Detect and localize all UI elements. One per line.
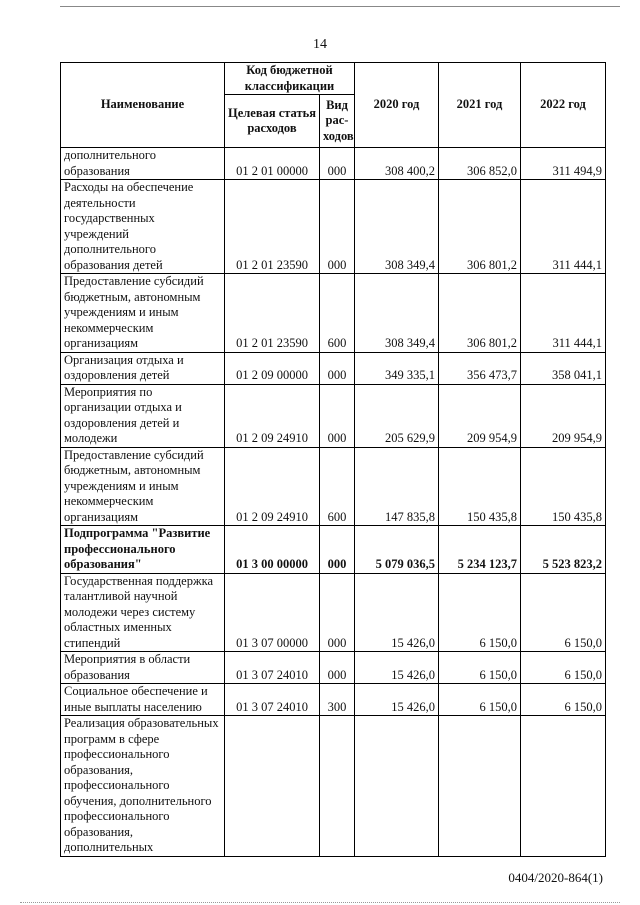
budget-table bbox=[60, 62, 606, 857]
cell-name: Мероприятия в области образования bbox=[61, 652, 225, 684]
cell-y2021: 6 150,0 bbox=[439, 573, 521, 652]
cell-y2021: 306 801,2 bbox=[439, 180, 521, 274]
cell-y2020: 5 079 036,5 bbox=[355, 526, 439, 574]
cell-y2021: 356 473,7 bbox=[439, 352, 521, 384]
cell-name: Предоставление субсидий бюджетным, автономным учреждениям и иным некоммерческим организациям bbox=[61, 274, 225, 353]
cell-y2020: 308 349,4 bbox=[355, 274, 439, 353]
cell-code: 01 2 09 24910 bbox=[225, 384, 320, 447]
cell-y2021: 5 234 123,7 bbox=[439, 526, 521, 574]
cell-y2020: 308 400,2 bbox=[355, 148, 439, 180]
cell-kind: 000 bbox=[320, 180, 355, 274]
cell-code: 01 2 09 00000 bbox=[225, 352, 320, 384]
cell-y2022: 358 041,1 bbox=[521, 352, 606, 384]
cell-code: 01 3 07 00000 bbox=[225, 573, 320, 652]
cell-y2020: 205 629,9 bbox=[355, 384, 439, 447]
table-row bbox=[61, 384, 606, 447]
cell-code: 01 2 01 00000 bbox=[225, 148, 320, 180]
cell-y2021 bbox=[439, 716, 521, 857]
cell-y2020: 308 349,4 bbox=[355, 180, 439, 274]
cell-code: 01 3 07 24010 bbox=[225, 684, 320, 716]
header-2021: 2021 год bbox=[439, 63, 521, 148]
cell-y2022: 5 523 823,2 bbox=[521, 526, 606, 574]
top-rule bbox=[60, 6, 620, 7]
page-number: 14 bbox=[313, 37, 327, 52]
cell-y2022 bbox=[521, 716, 606, 857]
cell-code bbox=[225, 716, 320, 857]
cell-kind bbox=[320, 716, 355, 857]
table-row bbox=[61, 447, 606, 526]
document-code: 0404/2020-864(1) bbox=[508, 870, 603, 885]
cell-kind: 600 bbox=[320, 274, 355, 353]
bottom-rule bbox=[20, 902, 620, 903]
cell-kind: 000 bbox=[320, 352, 355, 384]
cell-name: Мероприятия по организации отдыха и оздоровления детей и молодежи bbox=[61, 384, 225, 447]
cell-code: 01 2 01 23590 bbox=[225, 180, 320, 274]
cell-y2021: 6 150,0 bbox=[439, 652, 521, 684]
header-kind: Вид рас-ходов bbox=[320, 95, 355, 148]
cell-y2022: 6 150,0 bbox=[521, 652, 606, 684]
cell-y2022: 311 444,1 bbox=[521, 180, 606, 274]
cell-y2022: 209 954,9 bbox=[521, 384, 606, 447]
table-row bbox=[61, 652, 606, 684]
cell-kind: 000 bbox=[320, 652, 355, 684]
cell-kind: 000 bbox=[320, 573, 355, 652]
cell-code: 01 3 00 00000 bbox=[225, 526, 320, 574]
table-body bbox=[61, 148, 606, 857]
cell-y2022: 311 444,1 bbox=[521, 274, 606, 353]
table-row bbox=[61, 526, 606, 574]
cell-kind: 000 bbox=[320, 384, 355, 447]
cell-code: 01 2 01 23590 bbox=[225, 274, 320, 353]
cell-y2022: 311 494,9 bbox=[521, 148, 606, 180]
table-row bbox=[61, 716, 606, 857]
cell-y2022: 6 150,0 bbox=[521, 573, 606, 652]
cell-name: Предоставление субсидий бюджетным, автономным учреждениям и иным некоммерческим организациям bbox=[61, 447, 225, 526]
cell-kind: 600 bbox=[320, 447, 355, 526]
cell-name: Реализация образовательных программ в сфере профессионального образования, профессионального обучения, дополнительного профессионального образования, дополнительных bbox=[61, 716, 225, 857]
cell-y2022: 6 150,0 bbox=[521, 684, 606, 716]
cell-y2020: 15 426,0 bbox=[355, 684, 439, 716]
cell-y2021: 306 801,2 bbox=[439, 274, 521, 353]
cell-name: Подпрограмма "Развитие профессионального образования" bbox=[61, 526, 225, 574]
header-code-group: Код бюджетной классификации bbox=[225, 63, 355, 95]
table-row bbox=[61, 573, 606, 652]
table-row bbox=[61, 148, 606, 180]
cell-code: 01 2 09 24910 bbox=[225, 447, 320, 526]
cell-name: Государственная поддержка талантливой научной молодежи через систему областных именных стипендий bbox=[61, 573, 225, 652]
table-row bbox=[61, 274, 606, 353]
header-2020: 2020 год bbox=[355, 63, 439, 148]
table-row bbox=[61, 352, 606, 384]
cell-name: Расходы на обеспечение деятельности государственных учреждений дополнительного образования детей bbox=[61, 180, 225, 274]
cell-y2020: 147 835,8 bbox=[355, 447, 439, 526]
cell-kind: 000 bbox=[320, 526, 355, 574]
table-row bbox=[61, 684, 606, 716]
cell-name: Организация отдыха и оздоровления детей bbox=[61, 352, 225, 384]
table-row bbox=[61, 180, 606, 274]
header-2022: 2022 год bbox=[521, 63, 606, 148]
cell-name: дополнительного образования bbox=[61, 148, 225, 180]
cell-y2020: 15 426,0 bbox=[355, 652, 439, 684]
cell-y2020 bbox=[355, 716, 439, 857]
cell-y2020: 15 426,0 bbox=[355, 573, 439, 652]
header-target: Целевая статья расходов bbox=[225, 95, 320, 148]
cell-y2020: 349 335,1 bbox=[355, 352, 439, 384]
cell-kind: 000 bbox=[320, 148, 355, 180]
cell-code: 01 3 07 24010 bbox=[225, 652, 320, 684]
header-name: Наименование bbox=[61, 63, 225, 148]
cell-name: Социальное обеспечение и иные выплаты населению bbox=[61, 684, 225, 716]
cell-y2021: 209 954,9 bbox=[439, 384, 521, 447]
cell-y2021: 150 435,8 bbox=[439, 447, 521, 526]
cell-y2021: 6 150,0 bbox=[439, 684, 521, 716]
cell-kind: 300 bbox=[320, 684, 355, 716]
cell-y2022: 150 435,8 bbox=[521, 447, 606, 526]
cell-y2021: 306 852,0 bbox=[439, 148, 521, 180]
